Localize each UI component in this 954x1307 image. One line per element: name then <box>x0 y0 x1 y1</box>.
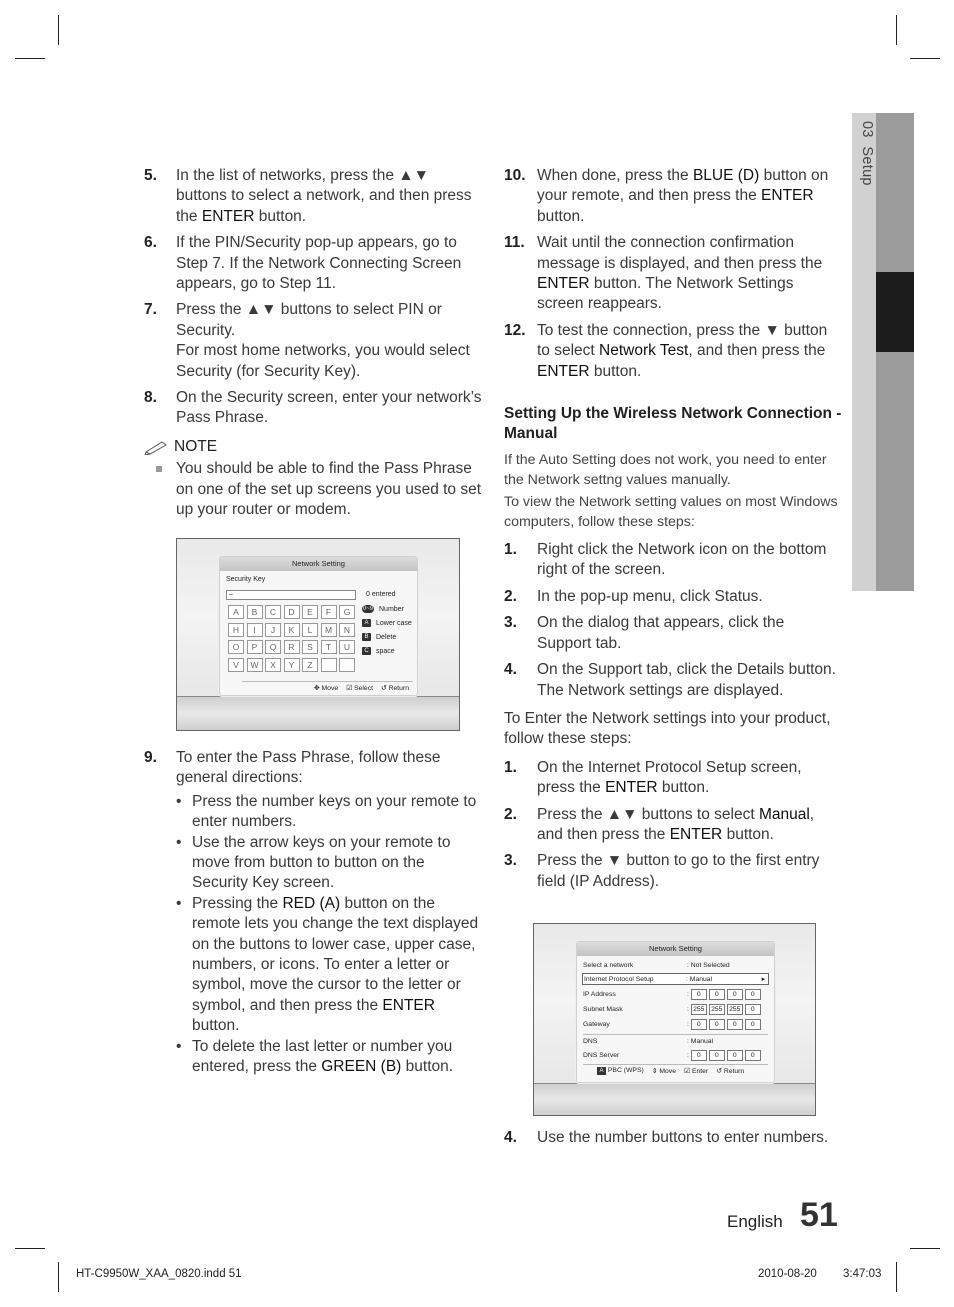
octet-field[interactable]: 0 <box>691 989 707 1000</box>
step-7: 7. Press the ▲▼ buttons to select PIN or Security. For most home networks, you would select Security (for Security Key). <box>144 301 470 380</box>
crop-mark <box>15 1248 45 1249</box>
ip-address-row: IP Address : 0 0 0 0 <box>583 989 768 1001</box>
crop-mark <box>896 15 897 45</box>
octet-field[interactable]: 0 <box>727 1050 743 1061</box>
octet-field[interactable]: 0 <box>745 1004 761 1015</box>
key-button[interactable]: W <box>247 658 263 672</box>
return-icon: ↺ <box>381 685 387 692</box>
product-step-1: 1. On the Internet Protocol Setup screen, press the ENTER button. <box>504 758 802 797</box>
page-number: 51 <box>800 1196 838 1234</box>
dns-row[interactable]: DNS : Manual <box>583 1038 714 1045</box>
network-setting-screenshot <box>533 923 816 1116</box>
panel-title: Network Setting <box>220 557 417 571</box>
key-button[interactable]: K <box>284 623 300 637</box>
legend-lower-case: A Lower case <box>362 619 412 627</box>
step-8: 8. On the Security screen, enter your network’s Pass Phrase. <box>144 389 482 427</box>
footer-move: ⇕ Move <box>651 1068 676 1075</box>
key-button[interactable]: G <box>339 605 355 619</box>
gateway-octets[interactable] <box>691 1021 763 1028</box>
security-panel <box>219 556 418 696</box>
product-step-2: 2. Press the ▲▼ buttons to select Manual, and then press the ENTER button. <box>504 805 815 843</box>
bullet-item: • Pressing the RED (A) button on the remote lets you change the text displayed on the buttons to lower case, upper case, numbers, or icons. To enter a letter or symbol, move the cursor to the letter or symbol, and then press the ENTER button. <box>176 894 479 1035</box>
network-panel <box>576 941 775 1083</box>
intro-paragraph: To view the Network setting values on most Windows computers, follow these steps: <box>504 494 838 531</box>
step-12: 12. To test the connection, press the ▼ button to select Network Test, and then press the ENTER button. <box>504 321 828 380</box>
return-icon: ↺ <box>716 1068 722 1075</box>
arrow-right-icon: ▸ <box>761 976 765 983</box>
screen-bottom-band <box>534 1083 815 1115</box>
step-10: 10. When done, press the BLUE (D) button on your remote, and then press the ENTER button. <box>504 167 829 225</box>
panel-footer <box>597 1067 744 1075</box>
key-button[interactable]: I <box>247 623 263 637</box>
note-heading: NOTE <box>144 437 484 457</box>
updown-icon: ⇕ <box>651 1068 658 1075</box>
footer-pbc: A PBC (WPS) <box>597 1067 644 1075</box>
key-button[interactable]: J <box>265 623 281 637</box>
step-9: 9. To enter the Pass Phrase, follow these general directions: <box>144 749 441 787</box>
a-key-icon: A <box>597 1067 606 1075</box>
octet-field[interactable]: 0 <box>727 989 743 1000</box>
right-column-lower <box>504 1128 842 1154</box>
enter-settings-paragraph: To Enter the Network settings into your product, follow these steps: <box>504 709 831 748</box>
slug-date: 2010-08-20 <box>758 1268 817 1280</box>
c-key-icon: C <box>362 647 371 655</box>
product-step-3: 3. Press the ▼ button to go to the first entry field (IP Address). <box>504 852 820 890</box>
ip-setup-row[interactable]: Internet Protocol Setup : Manual ▸ <box>582 973 769 985</box>
sidebar-band <box>876 113 914 591</box>
file-slug: HT-C9950W_XAA_0820.indd 51 <box>76 1268 242 1280</box>
key-button[interactable]: H <box>228 623 244 637</box>
key-button[interactable]: Y <box>284 658 300 672</box>
octet-field[interactable]: 0 <box>691 1019 707 1030</box>
octet-field[interactable]: 255 <box>727 1004 743 1015</box>
select-icon: ☑ <box>346 685 353 692</box>
mask-octets[interactable] <box>691 1006 763 1013</box>
chapter-sidebar <box>852 113 914 591</box>
dns-server-row: DNS Server : 0 0 0 0 <box>583 1050 768 1062</box>
step-11: 11. Wait until the connection confirmation message is displayed, and then press the ENTER button. The Network Settings screen reappears. <box>504 234 823 313</box>
a-key-icon: A <box>362 619 371 627</box>
number-key-icon: 0~9 <box>362 606 374 612</box>
windows-step-4: 4. On the Support tab, click the Details button. The Network settings are displayed. <box>504 661 836 699</box>
windows-step-1: 1. Right click the Network icon on the bottom right of the screen. <box>504 541 827 579</box>
enter-icon: ☑ <box>683 1068 691 1075</box>
crop-mark <box>910 58 940 59</box>
security-key-screenshot <box>176 538 460 731</box>
key-button[interactable]: M <box>321 623 337 637</box>
octet-field[interactable]: 0 <box>709 989 725 1000</box>
octet-field[interactable]: 0 <box>745 1019 761 1030</box>
octet-field[interactable]: 0 <box>709 1019 725 1030</box>
octet-field[interactable]: 0 <box>709 1050 725 1061</box>
footer-move: ✥ Move <box>313 685 339 692</box>
crop-mark <box>896 1262 897 1292</box>
key-button[interactable]: X <box>265 658 281 672</box>
key-button[interactable]: U <box>339 640 355 654</box>
octet-field[interactable]: 0 <box>727 1019 743 1030</box>
step-5: 5. In the list of networks, press the ▲▼ buttons to select a network, and then press the ENTER button. <box>144 167 472 225</box>
step-6: 6. If the PIN/Security pop-up appears, go to Step 7. If the Network Connecting Screen appears, go to Step 11. <box>144 234 462 293</box>
move-icon: ✥ <box>313 685 320 692</box>
entered-count: 0 entered <box>366 591 396 598</box>
panel-divider <box>583 1064 768 1065</box>
legend-space: C space <box>362 647 395 655</box>
bullet-item: • Use the arrow keys on your remote to move from button to button on the Security Key screen. <box>176 833 451 892</box>
key-button[interactable]: P <box>247 640 263 654</box>
panel-divider <box>583 1034 768 1035</box>
key-button[interactable] <box>321 658 337 672</box>
square-bullet-icon <box>156 466 162 472</box>
crop-mark <box>58 1262 59 1292</box>
ip-octets[interactable] <box>691 991 763 998</box>
key-button[interactable]: V <box>228 658 244 672</box>
left-column-lower <box>144 748 484 1078</box>
octet-field[interactable]: 255 <box>691 1004 707 1015</box>
key-button[interactable]: O <box>228 640 244 654</box>
footer-return: ↺ Return <box>716 1068 745 1075</box>
key-button[interactable]: L <box>302 623 318 637</box>
security-key-label: Security Key <box>226 576 266 583</box>
crop-mark <box>15 58 45 59</box>
crop-mark <box>910 1248 940 1249</box>
footer-language: English <box>727 1212 783 1231</box>
footer-return: ↺ Return <box>381 685 409 692</box>
key-button[interactable]: F <box>321 605 337 619</box>
section-heading: Setting Up the Wireless Network Connection - Manual <box>504 405 842 443</box>
sidebar-label: 03 Setup <box>859 121 875 186</box>
key-button[interactable]: Z <box>302 658 318 672</box>
subnet-mask-row: Subnet Mask : 255 255 255 0 <box>583 1004 768 1016</box>
panel-divider <box>242 681 413 682</box>
intro-paragraph: If the Auto Setting does not work, you need to enter the Network settng values manually. <box>504 452 827 489</box>
key-button[interactable]: C <box>265 605 281 619</box>
key-button[interactable]: T <box>321 640 337 654</box>
left-column <box>144 166 484 521</box>
windows-step-2: 2. In the pop-up menu, click Status. <box>504 587 763 605</box>
b-key-icon: B <box>362 633 371 641</box>
screen-bottom-band <box>177 696 459 730</box>
select-network-row[interactable]: Select a network : Not Selected <box>583 962 730 969</box>
octet-field[interactable]: 255 <box>709 1004 725 1015</box>
key-button[interactable]: A <box>228 605 244 619</box>
slug-time: 3:47:03 <box>843 1268 882 1280</box>
key-button[interactable]: R <box>284 640 300 654</box>
octet-field[interactable]: 0 <box>745 1050 761 1061</box>
key-button[interactable]: Q <box>265 640 281 654</box>
footer-select: ☑ Select <box>346 685 373 692</box>
legend-delete: B Delete <box>362 633 396 641</box>
key-button[interactable] <box>339 658 355 672</box>
legend-number: 0~9 Number <box>362 605 404 613</box>
right-column <box>504 166 842 898</box>
key-button[interactable]: S <box>302 640 318 654</box>
sidebar-marker <box>876 272 914 352</box>
footer-enter: ☑ Enter <box>683 1068 709 1075</box>
key-button[interactable]: N <box>339 623 355 637</box>
octet-field[interactable]: 0 <box>745 989 761 1000</box>
bullet-item: • To delete the last letter or number you entered, press the GREEN (B) button. <box>176 1037 454 1076</box>
key-button[interactable]: D <box>284 605 300 619</box>
note-item: You should be able to find the Pass Phrase on one of the set up screens you used to set up your router or modem. <box>144 459 484 520</box>
gateway-row: Gateway : 0 0 0 0 <box>583 1019 768 1031</box>
key-button[interactable]: E <box>302 605 318 619</box>
key-button[interactable]: B <box>247 605 263 619</box>
key-grid <box>228 605 358 677</box>
octet-field[interactable]: 0 <box>691 1050 707 1061</box>
product-step-4: 4. Use the number buttons to enter numbers. <box>504 1129 829 1146</box>
crop-mark <box>58 15 59 45</box>
bullet-item: • Press the number keys on your remote to enter numbers. <box>176 792 477 831</box>
security-key-input[interactable]: – <box>226 590 356 600</box>
bullet-list <box>144 792 484 1078</box>
windows-step-3: 3. On the dialog that appears, click the Support tab. <box>504 614 785 652</box>
pencil-icon <box>144 439 170 455</box>
panel-footer <box>314 684 409 692</box>
dns-server-octets[interactable] <box>691 1052 763 1059</box>
panel-title: Network Setting <box>577 942 774 956</box>
